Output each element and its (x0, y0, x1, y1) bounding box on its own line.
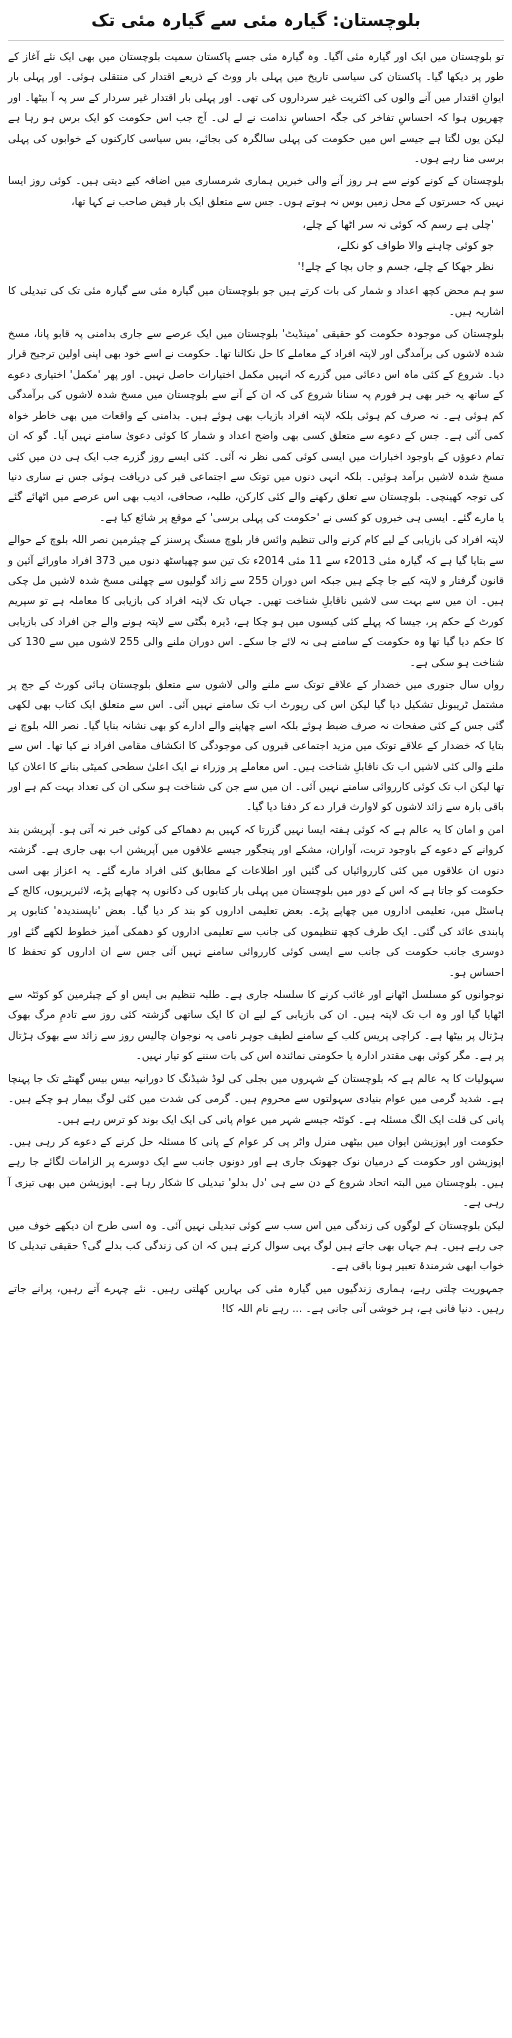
paragraph: بلوچستان کی موجودہ حکومت کو حقیقی 'مینڈیٹ' بلوچستان میں ایک عرصے سے جاری بدامنی پہ قابو پانا، مسخ شدہ لاشوں کی برآمدگی اور لاپتہ افراد کے معاملے کا حل نکالنا تھا۔ حکومت نے اسے خود بھی اپنی اولین ترجیح قرار دیا۔ شروع کے کئی ماہ اس دعائی میں گزرے کہ انہیں مکمل اختیارات حاصل نہیں۔ اور پھر 'مکمل' اختیاری دعوے کے ساتھ یہ خبر بھی ہر فورم پہ سنانا شروع کی کہ ان کے آنے سے بلوچستان میں مسخ شدہ لاشوں کی برآمدگی کم ہوئی ہے۔ نہ صرف کم ہوئی بلکہ لاپتہ افراد بازیاب بھی ہوئے ہیں۔ بدامنی کے واقعات میں بھی خاطر خواہ کمی آئی ہے۔ جس کے دعوے سے متعلق کسی بھی واضح اعداد و شمار کا کوئی دعویٰ سامنے نہیں آیا۔ گو کہ ان تمام دعوؤں کے باوجود اخبارات میں ایسی کوئی کمی نظر نہ آئی۔ کئی ایسے روز گزرے جب ایک ہی دن میں کئی مسخ شدہ لاشیں برآمد ہوئیں۔ بلکہ انہی دنوں میں توتک سے اجتماعی قبر کی دریافت ہوئی جس نے ساری دنیا کی توجہ کھینچی۔ بلوچستان سے تعلق رکھنے والے کئی کارکن، طلبہ، صحافی، ادیب بھی اس عرصے میں اٹھائے گئے یا مارے گئے۔ ایسی ہی خبروں کو کسی نے 'حکومت کی پہلی برسی' کے موقع پر شائع کیا ہے۔ (8, 328, 504, 524)
paragraph: بلوچستان کے کونے کونے سے ہر روز آنے والی خبریں ہماری شرمساری میں اضافہ کیے دیتی ہیں۔ کوئی روز ایسا نہیں کہ حسرتوں کے محل زمیں بوس نہ ہوتے ہوں۔ جس سے متعلق ایک بار فیض صاحب نے کہا تھا، (8, 175, 504, 208)
paragraph: سو ہم محض کچھ اعداد و شمار کی بات کرتے ہیں جو بلوچستان میں گیارہ مئی سے گیارہ مئی تک کی تبدیلی کا اشاریہ ہیں۔ (8, 285, 504, 318)
paragraph: لیکن بلوچستان کے لوگوں کی زندگی میں اس سب سے کوئی تبدیلی نہیں آئی۔ وہ اسی طرح ان دیکھے خوف میں جی رہے ہیں۔ ہم جہاں بھی جاتے ہیں لوگ یہی سوال کرتے ہیں کہ ان کی زندگی کب بدلے گی؟ حقیقی تبدیلی کا خواب ابھی شرمندۂ تعبیر ہونا باقی ہے۔ (8, 1219, 504, 1273)
verse-line: نظر جھکا کے چلے، جسم و جاں بچا کے چلے!' (297, 260, 494, 274)
paragraph: تو بلوچستان میں ایک اور گیارہ مئی آگیا۔ وہ گیارہ مئی جسے پاکستان سمیت بلوچستان میں بھی ایک نئے آغاز کے طور پر دیکھا گیا۔ پاکستان کی سیاسی تاریخ میں پہلی بار ووٹ کے ذریعے اقتدار کی منتقلی ہوئی۔ اور پہلی بار ایوانِ اقتدار میں آنے والوں کی اکثریت غیر سرداروں کی تھی۔ اور پہلی بار اقتدار غیر سردار کے سر پہ آ بیٹھا۔ اور چھریوں ہوا کہ احساسِ تفاخر کی جگہ احساسِ ندامت نے لے لی۔ آج جب اس حکومت کو ایک برس ہو رہا ہے لیکن یوں لگتا ہے جیسے اس میں حکومت کی پہلی سالگرہ کی بجائے، بس سیاسی کارکنوں کے خوابوں کی پہلی برسی منا رہے ہوں۔ (8, 51, 504, 166)
paragraph: سہولیات کا یہ عالم ہے کہ بلوچستان کے شہروں میں بجلی کی لوڈ شیڈنگ کا دورانیہ بیس بیس گھنٹے تک جا پہنچا ہے۔ شدید گرمی میں عوام بنیادی سہولتوں سے محروم ہیں۔ گرمی کی شدت میں کئی لوگ بیمار ہو چکے ہیں۔ پانی کی قلت ایک الگ مسئلہ ہے۔ کوئٹہ جیسے شہر میں عوام پانی کی ایک ایک بوند کو ترس رہے ہیں۔ (8, 1072, 504, 1126)
paragraph: نوجوانوں کو مسلسل اٹھانے اور غائب کرنے کا سلسلہ جاری ہے۔ طلبہ تنظیم بی ایس او کے چیئرمین کو کوئٹہ سے اٹھایا گیا اور وہ اب تک لاپتہ ہیں۔ ان کی بازیابی کے لیے ان کا ایک ساتھی گزشتہ کئی روز سے تادمِ مرگ بھوک ہڑتال پر بیٹھا ہے۔ کراچی پریس کلب کے سامنے لطیف جوہر نامی یہ نوجوان چالیس روز سے زائد سے بھوک ہڑتال پر ہے۔ مگر کوئی بھی مقتدر ادارہ یا حکومتی نمائندہ اس کی بات سننے کو تیار نہیں۔ (8, 989, 504, 1063)
article-body (8, 47, 504, 1320)
article-headline: بلوچستان: گیارہ مئی سے گیارہ مئی تک (8, 6, 504, 41)
verse-line: جو کوئی چاہنے والا طواف کو نکلے، (336, 239, 494, 253)
poetry-verse (8, 214, 504, 277)
paragraph: رواں سال جنوری میں خضدار کے علاقے توتک سے ملنے والی لاشوں سے متعلق بلوچستان ہائی کورٹ کے جج پر مشتمل ٹریبونل تشکیل دیا گیا لیکن اس کی رپورٹ اب تک سامنے نہیں آئی۔ اس سے متعلق ایک کتاب بھی لکھی گئی جس کے کئی صفحات نہ صرف ضبط ہوئے بلکہ اسے چھاپنے والے ادارے کو بھی نشانہ بنایا گیا۔ نصر اللہ بلوچ نے بتایا کہ خضدار کے علاقے توتک میں مزید اجتماعی قبروں کی موجودگی کا انکشاف مقامی افراد نے کیا تھا۔ اس سے ملنے والی کئی لاشیں اب تک ناقابلِ شناخت ہیں۔ اس معاملے پر وزراء نے ایک اعلیٰ سطحی کمیٹی بنانے کا اعلان کیا تھا لیکن اب تک کوئی کارروائی سامنے نہیں آئی۔ ان میں سے جن کی شناخت ہو سکی ان کی تعداد بہت کم ہے اور باقی بارہ سے زائد لاشوں کو لاوارث قرار دے کر دفنا دیا گیا۔ (8, 678, 504, 814)
paragraph: امن و امان کا یہ عالم ہے کہ کوئی ہفتہ ایسا نہیں گزرتا کہ کہیں بم دھماکے کی کوئی خبر نہ آتی ہو۔ آپریشن بند کروانے کے دعوے کے باوجود تربت، آواران، مشکے اور پنجگور جیسے علاقوں میں آپریشن اب بھی جاری ہے۔ گزشتہ دنوں ان علاقوں میں کئی کارروائیاں کی گئیں اور اطلاعات کے مطابق کئی افراد مارے گئے۔ یہ اعزاز بھی اسی حکومت کو جاتا ہے کہ اس کے دور میں بلوچستان میں پہلی بار کتابوں کی دکانوں پہ چھاپے پڑے، لائبریریوں، کالج کے ہاسٹل میں، تعلیمی اداروں میں چھاپے پڑے۔ بعض تعلیمی اداروں کو بند کر دیا گیا۔ بعض 'ناپسندیدہ' کتابوں پر پابندی عائد کی گئی۔ ایک طرف کچھ تنظیموں کی جانب سے تعلیمی اداروں کو دھمکی آمیز خطوط لکھے گئے اور دوسری جانب حکومت کی جانب سے ایسی کوئی کارروائی سامنے نہیں آئی جس سے ان اداروں کو تحفظ کا احساس ہو۔ (8, 823, 504, 979)
paragraph: حکومت اور اپوزیشن ایوان میں بیٹھی منرل واٹر پی کر عوام کے پانی کا مسئلہ حل کرنے کے دعوے کر رہی ہیں۔ اپوزیشن اور حکومت کے درمیان نوک جھونک جاری ہے اور دونوں جانب سے ایک دوسرے پر الزامات لگائے جا رہے ہیں۔ بلوچستان میں البتہ اتحاد شروع کے دن سے ہی 'دل بدلو' تبدیلی کا شکار رہا ہے۔ اپوزیشن میں بھی تیزی آ رہی ہے۔ (8, 1135, 504, 1210)
verse-line: 'چلی ہے رسم کہ کوئی نہ سر اٹھا کے چلے، (302, 218, 494, 232)
paragraph: جمہوریت چلتی رہے، ہماری زندگیوں میں گیارہ مئی کی بہاریں کھلتی رہیں۔ نئے چہرے آتے رہیں، پرانے جاتے رہیں۔ دنیا فانی ہے، ہر خوشی آنی جانی ہے۔ ... رہے نام اللہ کا! (8, 1282, 504, 1316)
paragraph: لاپتہ افراد کی بازیابی کے لیے کام کرنے والی تنظیم وائس فار بلوچ مسنگ پرسنز کے چیئرمین نصر اللہ بلوچ کے حوالے سے بتایا گیا ہے کہ گیارہ مئی 2013ء سے 11 مئی 2014ء تک تین سو چھیاسٹھ دنوں میں 373 افراد ماورائے آئین و قانون گرفتار و لاپتہ کیے جا چکے ہیں جبکہ اس دوران 255 سے زائد گولیوں سے چھلنی مسخ شدہ لاشیں مل چکی ہیں۔ ان میں سے بہت سی لاشیں ناقابلِ شناخت تھیں۔ جہاں تک لاپتہ افراد کی بازیابی کا معاملہ ہے تو سپریم کورٹ کے حکم پر، جیسا کہ پہلے کئی کیسوں میں ہو چکا ہے، ڈیرہ بگٹی سے لاپتہ ہونے والے جن افراد کی بازیابی کا حکم دیا گیا تھا وہ حکومت کے سامنے ہی نہ لائے جا سکے۔ اس دوران ملنے والی 255 لاشوں میں سے 130 کی شناخت ہو سکی ہے۔ (8, 534, 505, 669)
